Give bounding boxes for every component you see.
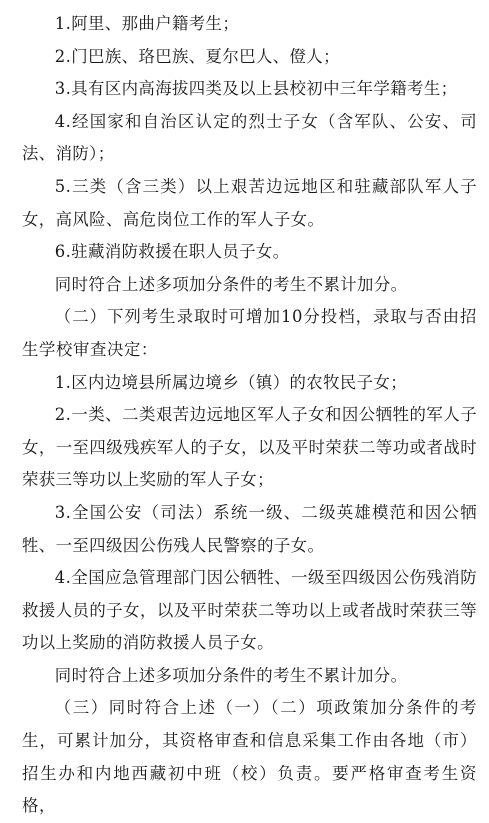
- section-heading-2: （二）下列考生录取时可增加10分投档，录取与否由招生学校审查决定：: [22, 307, 477, 359]
- paragraph-13: 同时符合上述多项加分条件的考生不累计加分。: [54, 665, 408, 685]
- paragraph-1: 1.阿里、那曲户籍考生；: [54, 14, 240, 33]
- paragraph-6: 6.驻藏消防救援在职人员子女。: [54, 242, 290, 262]
- section-heading-3: （三）同时符合上述（一）（二）项政策加分条件的考生，可累计加分，其资格审查和信息采集工作由各地（市）招生办和内地西藏初中班（校）负责。要严格审查考生资格，: [22, 698, 477, 816]
- paragraph-4: 4.经国家和自治区认定的烈士子女（含军队、公安、司法、消防）；: [22, 111, 477, 164]
- paragraph-12: 4.全国应急管理部门因公牺牲、一级至四级因公伤残消防救援人员的子女，以及平时荣获二等功以上或者战时荣获三等功以上奖励的消防救援人员子女。: [22, 568, 477, 653]
- paragraph-9: 1.区内边境县所属边境乡（镇）的农牧民子女；: [54, 372, 408, 392]
- paragraph-5: 5.三类（含三类）以上艰苦边远地区和驻藏部队军人子女，高风险、高危岗位工作的军人子女。: [22, 176, 477, 229]
- paragraph-7: 同时符合上述多项加分条件的考生不累计加分。: [54, 274, 408, 294]
- paragraph-10: 2.一类、二类艰苦边远地区军人子女和因公牺牲的军人子女，一至四级残疾军人的子女，以及平时荣获二等功或者战时荣获三等功以上奖励的军人子女；: [22, 405, 477, 490]
- paragraph-3: 3.具有区内高海拔四类及以上县校初中三年学籍考生；: [54, 79, 458, 99]
- paragraph-2: 2.门巴族、珞巴族、夏尔巴人、僜人；: [54, 46, 340, 66]
- paragraph-11: 3.全国公安（司法）系统一级、二级英雄模范和因公牺牲、一至四级因公伤残人民警察的子女。: [22, 502, 477, 555]
